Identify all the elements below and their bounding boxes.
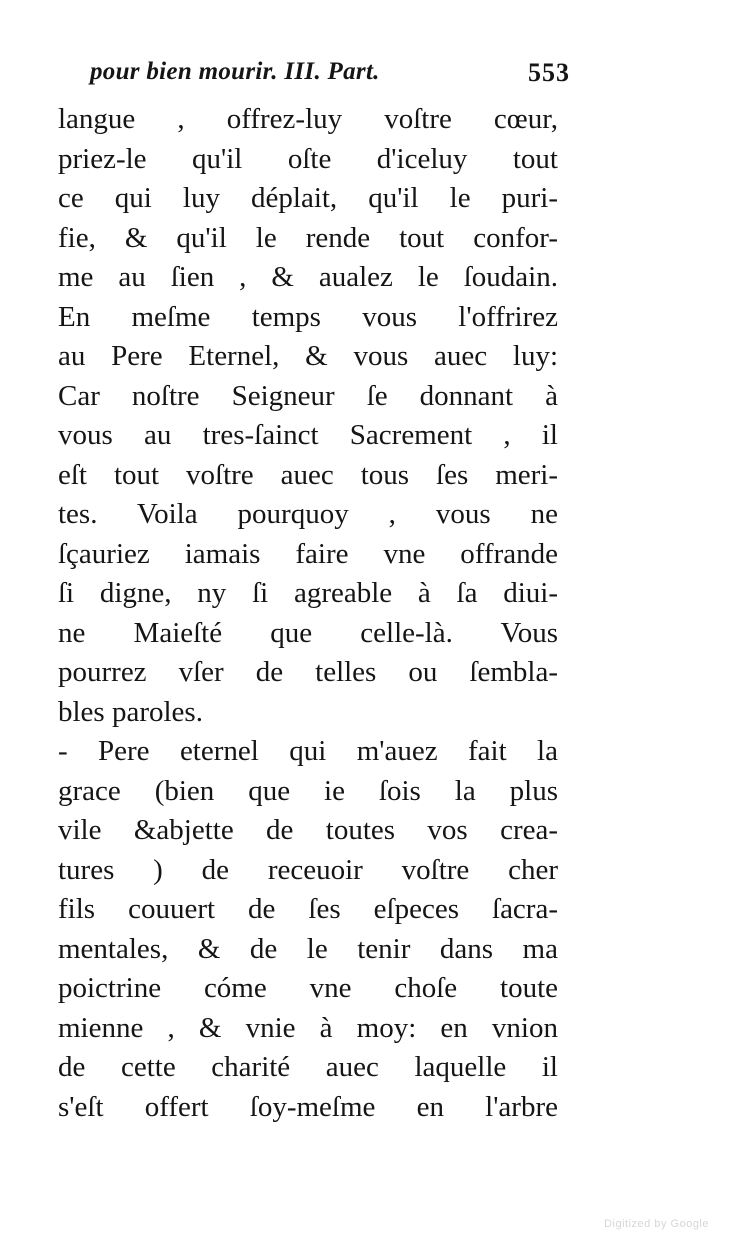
text-line: poictrine cóme vne choſe toute [58,972,558,1004]
text-line: Car noſtre Seigneur ſe donnant à [58,379,558,412]
paragraph [58,100,558,732]
text-line: ne Maieſté que celle-là. Vous [58,616,558,649]
text-line: bles paroles. [58,695,203,728]
text-line: En meſme temps vous l'offrirez [58,300,558,333]
text-line: mentales, & de le tenir dans ma [58,932,558,965]
text-line-content: Pere eternel qui m'auez fait la [98,735,558,767]
text-line: vous au tres-ſainct Sacrement , il [58,419,558,451]
text-line: tures ) de receuoir voſtre cher [58,853,558,886]
paragraph [58,732,558,1127]
text-line: eſt tout voſtre auec tous ſes meri- [58,458,558,491]
text-line [58,732,558,772]
text-line: mienne , & vnie à moy: en vnion [58,1011,558,1044]
text-line: ſi digne, ny ſi agreable à ſa diui- [58,577,558,609]
text-line: fie, & qu'il le rende tout confor- [58,221,558,254]
paragraph-marker: - [58,735,68,767]
text-line: ce qui luy déplait, qu'il le puri- [58,182,558,214]
text-line: tes. Voila pourquoy , vous ne [58,498,558,530]
body-text [58,100,558,1127]
digitization-watermark: Digitized by Google [604,1218,709,1230]
text-line: grace (bien que ie ſois la plus [58,774,558,807]
text-line: ſçauriez iamais faire vne offrande [58,537,558,570]
text-line: me au ſien , & aualez le ſoudain. [58,261,558,293]
text-line: vile &abjette de toutes vos crea- [58,814,558,846]
text-line: langue , offrez-luy voſtre cœur, [58,103,558,135]
page-number: 553 [528,58,570,87]
text-line: pourrez vſer de telles ou ſembla- [58,656,558,688]
running-head: pour bien mourir. III. Part. [90,58,380,85]
text-line: s'eſt offert ſoy-meſme en l'arbre [58,1090,558,1123]
text-line: de cette charité auec laquelle il [58,1051,558,1083]
text-line: au Pere Eternel, & vous auec luy: [58,340,558,372]
text-line: fils couuert de ſes eſpeces ſacra- [58,893,558,925]
page-header [90,58,570,98]
text-line: priez-le qu'il oſte d'iceluy tout [58,142,558,175]
